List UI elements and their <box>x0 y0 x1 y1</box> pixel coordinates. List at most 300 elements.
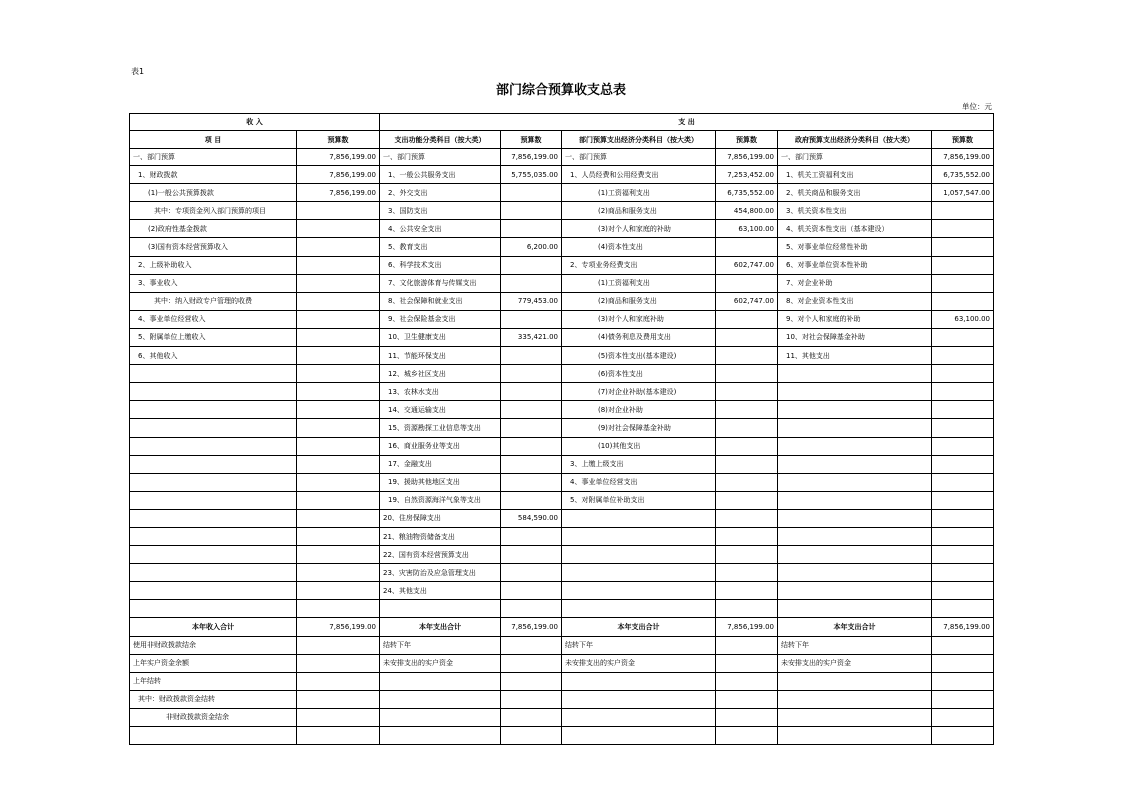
column-header: 预算数 <box>297 131 380 149</box>
amount-cell <box>716 419 778 437</box>
amount-cell <box>501 202 562 220</box>
table-row <box>130 292 994 310</box>
item-cell: 3、事业收入 <box>130 274 297 292</box>
item-cell <box>778 527 932 545</box>
amount-cell <box>297 690 380 708</box>
item-cell <box>778 419 932 437</box>
column-header: 预算数 <box>932 131 994 149</box>
table-row <box>130 310 994 328</box>
amount-cell <box>716 527 778 545</box>
item-cell: 7、对企业补助 <box>778 274 932 292</box>
amount-cell <box>501 401 562 419</box>
amount-cell <box>932 419 994 437</box>
amount-cell <box>932 220 994 238</box>
amount-cell <box>932 509 994 527</box>
amount-cell <box>716 690 778 708</box>
table-body <box>130 149 994 745</box>
item-cell: (8)对企业补助 <box>562 401 716 419</box>
expense-group-header: 支 出 <box>380 114 994 131</box>
table-row <box>130 238 994 256</box>
item-cell <box>778 401 932 419</box>
item-cell: 其中：专项资金列入部门预算的项目 <box>130 202 297 220</box>
item-cell: 21、粮油物资储备支出 <box>380 527 501 545</box>
amount-cell <box>716 727 778 745</box>
amount-cell <box>297 310 380 328</box>
item-cell: 9、对个人和家庭的补助 <box>778 310 932 328</box>
item-cell: 3、上缴上级支出 <box>562 455 716 473</box>
item-cell <box>778 491 932 509</box>
amount-cell: 1,057,547.00 <box>932 184 994 202</box>
amount-cell <box>297 238 380 256</box>
amount-cell <box>932 672 994 690</box>
item-cell <box>130 509 297 527</box>
item-cell <box>778 473 932 491</box>
table-row <box>130 690 994 708</box>
amount-cell: 7,856,199.00 <box>932 618 994 636</box>
amount-cell <box>932 564 994 582</box>
amount-cell <box>297 582 380 600</box>
item-cell: (5)资本性支出(基本建设) <box>562 347 716 365</box>
amount-cell: 63,100.00 <box>932 310 994 328</box>
amount-cell <box>716 654 778 672</box>
item-cell: 11、其他支出 <box>778 347 932 365</box>
item-cell: (2)商品和服务支出 <box>562 202 716 220</box>
item-cell <box>562 564 716 582</box>
document-title: 部门综合预算收支总表 <box>495 83 626 98</box>
amount-cell <box>297 401 380 419</box>
amount-cell: 602,747.00 <box>716 256 778 274</box>
amount-cell <box>501 708 562 726</box>
item-cell: 一、部门预算 <box>778 149 932 166</box>
amount-cell <box>501 365 562 383</box>
amount-cell: 7,856,199.00 <box>297 618 380 636</box>
item-cell <box>778 455 932 473</box>
amount-cell <box>716 347 778 365</box>
amount-cell: 6,735,552.00 <box>932 166 994 184</box>
item-cell: (2)商品和服务支出 <box>562 292 716 310</box>
amount-cell <box>501 672 562 690</box>
income-group-header: 收 入 <box>130 114 380 131</box>
item-cell <box>778 564 932 582</box>
amount-cell: 63,100.00 <box>716 220 778 238</box>
item-cell: 8、社会保障和就业支出 <box>380 292 501 310</box>
item-cell: 4、机关资本性支出（基本建设） <box>778 220 932 238</box>
item-cell <box>778 727 932 745</box>
amount-cell <box>932 708 994 726</box>
item-cell <box>562 727 716 745</box>
amount-cell <box>716 383 778 401</box>
item-cell <box>130 365 297 383</box>
item-cell: 24、其他支出 <box>380 582 501 600</box>
unit-label: 单位：元 <box>962 102 992 111</box>
item-cell: 本年支出合计 <box>778 618 932 636</box>
amount-cell <box>297 672 380 690</box>
amount-cell <box>297 600 380 618</box>
amount-cell <box>932 727 994 745</box>
item-cell <box>130 727 297 745</box>
amount-cell <box>297 491 380 509</box>
table-row <box>130 365 994 383</box>
amount-cell <box>297 509 380 527</box>
amount-cell: 454,800.00 <box>716 202 778 220</box>
amount-cell <box>501 690 562 708</box>
table-row <box>130 708 994 726</box>
amount-cell <box>716 274 778 292</box>
item-cell <box>380 727 501 745</box>
amount-cell <box>716 491 778 509</box>
item-cell: (1)工资福利支出 <box>562 274 716 292</box>
item-cell: 上年结转 <box>130 672 297 690</box>
amount-cell <box>501 184 562 202</box>
amount-cell: 7,253,452.00 <box>716 166 778 184</box>
amount-cell <box>297 473 380 491</box>
amount-cell <box>716 365 778 383</box>
item-cell: 上年实户资金余额 <box>130 654 297 672</box>
table-row <box>130 509 994 527</box>
item-cell: (10)其他支出 <box>562 437 716 455</box>
item-cell: 其中：财政拨款资金结转 <box>130 690 297 708</box>
amount-cell <box>501 582 562 600</box>
amount-cell <box>297 527 380 545</box>
item-cell <box>778 582 932 600</box>
table-row <box>130 672 994 690</box>
table-row <box>130 654 994 672</box>
amount-cell <box>501 727 562 745</box>
amount-cell <box>932 274 994 292</box>
item-cell: 4、事业单位经营收入 <box>130 310 297 328</box>
amount-cell <box>501 564 562 582</box>
item-cell <box>778 509 932 527</box>
amount-cell <box>932 491 994 509</box>
amount-cell <box>297 292 380 310</box>
table-row <box>130 220 994 238</box>
item-cell <box>130 383 297 401</box>
amount-cell <box>716 509 778 527</box>
item-cell: 15、资源勘探工业信息等支出 <box>380 419 501 437</box>
amount-cell: 779,453.00 <box>501 292 562 310</box>
amount-cell <box>716 708 778 726</box>
amount-cell <box>716 672 778 690</box>
item-cell: (2)政府性基金拨款 <box>130 220 297 238</box>
item-cell <box>778 600 932 618</box>
amount-cell <box>297 455 380 473</box>
amount-cell: 7,856,199.00 <box>297 149 380 166</box>
amount-cell <box>716 401 778 419</box>
item-cell: 5、附属单位上缴收入 <box>130 328 297 346</box>
amount-cell <box>501 636 562 654</box>
amount-cell: 6,200.00 <box>501 238 562 256</box>
item-cell: 2、专项业务经费支出 <box>562 256 716 274</box>
item-cell: 5、教育支出 <box>380 238 501 256</box>
amount-cell <box>297 347 380 365</box>
table-row <box>130 491 994 509</box>
table-row <box>130 347 994 365</box>
item-cell: (3)对个人和家庭补助 <box>562 310 716 328</box>
amount-cell <box>716 328 778 346</box>
table-row <box>130 328 994 346</box>
item-cell <box>562 546 716 564</box>
item-cell: 本年收入合计 <box>130 618 297 636</box>
item-cell: 14、交通运输支出 <box>380 401 501 419</box>
table-row <box>130 383 994 401</box>
item-cell: 本年支出合计 <box>562 618 716 636</box>
item-cell: 20、住房保障支出 <box>380 509 501 527</box>
table-row <box>130 473 994 491</box>
amount-cell: 335,421.00 <box>501 328 562 346</box>
item-cell: 6、对事业单位资本性补助 <box>778 256 932 274</box>
item-cell: (1)一般公共预算拨款 <box>130 184 297 202</box>
amount-cell <box>297 564 380 582</box>
amount-cell <box>716 310 778 328</box>
amount-cell <box>932 690 994 708</box>
item-cell: 未安排支出的实户资金 <box>778 654 932 672</box>
amount-cell <box>501 527 562 545</box>
item-cell: 本年支出合计 <box>380 618 501 636</box>
amount-cell <box>932 455 994 473</box>
amount-cell <box>297 365 380 383</box>
item-cell <box>130 401 297 419</box>
item-cell: 10、卫生健康支出 <box>380 328 501 346</box>
table-row <box>130 419 994 437</box>
amount-cell: 7,856,199.00 <box>501 618 562 636</box>
amount-cell <box>297 727 380 745</box>
item-cell: (6)资本性支出 <box>562 365 716 383</box>
amount-cell <box>297 708 380 726</box>
amount-cell <box>932 582 994 600</box>
amount-cell <box>501 274 562 292</box>
item-cell: 结转下年 <box>778 636 932 654</box>
column-header: 项 目 <box>130 131 297 149</box>
amount-cell <box>932 636 994 654</box>
column-header: 预算数 <box>501 131 562 149</box>
item-cell: 未安排支出的实户资金 <box>380 654 501 672</box>
item-cell: 2、上级补助收入 <box>130 256 297 274</box>
item-cell <box>778 383 932 401</box>
amount-cell <box>716 238 778 256</box>
amount-cell <box>716 546 778 564</box>
table-row <box>130 600 994 618</box>
item-cell <box>562 690 716 708</box>
item-cell: 10、对社会保障基金补助 <box>778 328 932 346</box>
table-row <box>130 636 994 654</box>
table-number-label: 表1 <box>131 67 145 76</box>
amount-cell <box>297 383 380 401</box>
item-cell <box>130 473 297 491</box>
amount-cell: 6,735,552.00 <box>716 184 778 202</box>
item-cell: 1、人员经费和公用经费支出 <box>562 166 716 184</box>
item-cell: 22、国有资本经营预算支出 <box>380 546 501 564</box>
item-cell: 11、节能环保支出 <box>380 347 501 365</box>
amount-cell <box>716 437 778 455</box>
amount-cell: 7,856,199.00 <box>297 184 380 202</box>
total-row <box>130 618 994 636</box>
amount-cell <box>716 473 778 491</box>
amount-cell: 7,856,199.00 <box>297 166 380 184</box>
amount-cell <box>297 654 380 672</box>
amount-cell <box>932 365 994 383</box>
table-row <box>130 455 994 473</box>
item-cell: 17、金融支出 <box>380 455 501 473</box>
column-header: 部门预算支出经济分类科目（按大类） <box>562 131 716 149</box>
amount-cell <box>297 274 380 292</box>
item-cell <box>380 690 501 708</box>
item-cell: 1、财政拨款 <box>130 166 297 184</box>
item-cell <box>130 564 297 582</box>
column-header: 预算数 <box>716 131 778 149</box>
item-cell: 23、灾害防治及应急管理支出 <box>380 564 501 582</box>
item-cell: 4、公共安全支出 <box>380 220 501 238</box>
amount-cell <box>501 600 562 618</box>
amount-cell <box>501 347 562 365</box>
amount-cell <box>297 328 380 346</box>
amount-cell <box>501 419 562 437</box>
amount-cell <box>932 401 994 419</box>
item-cell <box>130 582 297 600</box>
amount-cell <box>297 220 380 238</box>
table-row <box>130 727 994 745</box>
item-cell <box>130 455 297 473</box>
table-row <box>130 582 994 600</box>
item-cell <box>130 527 297 545</box>
item-cell <box>562 509 716 527</box>
item-cell <box>130 419 297 437</box>
amount-cell <box>297 202 380 220</box>
amount-cell <box>932 256 994 274</box>
amount-cell <box>932 202 994 220</box>
item-cell: 2、外交支出 <box>380 184 501 202</box>
amount-cell <box>501 256 562 274</box>
amount-cell: 7,856,199.00 <box>501 149 562 166</box>
item-cell: 19、自然资源海洋气象等支出 <box>380 491 501 509</box>
item-cell: 1、一般公共服务支出 <box>380 166 501 184</box>
amount-cell <box>297 546 380 564</box>
item-cell: (9)对社会保障基金补助 <box>562 419 716 437</box>
item-cell <box>562 708 716 726</box>
item-cell: 12、城乡社区支出 <box>380 365 501 383</box>
item-cell: 8、对企业资本性支出 <box>778 292 932 310</box>
item-cell <box>778 690 932 708</box>
amount-cell <box>932 328 994 346</box>
amount-cell <box>501 220 562 238</box>
table-row <box>130 256 994 274</box>
item-cell <box>562 527 716 545</box>
amount-cell <box>297 256 380 274</box>
budget-summary-table <box>129 113 994 745</box>
item-cell: 其中：纳入财政专户管理的收费 <box>130 292 297 310</box>
amount-cell <box>716 582 778 600</box>
amount-cell: 7,856,199.00 <box>716 149 778 166</box>
item-cell: (4)债务利息及费用支出 <box>562 328 716 346</box>
amount-cell <box>716 636 778 654</box>
item-cell: (3)国有资本经营预算收入 <box>130 238 297 256</box>
amount-cell <box>932 527 994 545</box>
amount-cell <box>297 419 380 437</box>
table-row <box>130 149 994 166</box>
amount-cell <box>501 654 562 672</box>
amount-cell <box>501 491 562 509</box>
item-cell: 一、部门预算 <box>380 149 501 166</box>
column-header: 政府预算支出经济分类科目（按大类） <box>778 131 932 149</box>
item-cell: 一、部门预算 <box>562 149 716 166</box>
item-cell: 16、商业服务业等支出 <box>380 437 501 455</box>
amount-cell <box>716 564 778 582</box>
table-row <box>130 166 994 184</box>
table-row <box>130 527 994 545</box>
amount-cell <box>501 473 562 491</box>
amount-cell: 584,590.00 <box>501 509 562 527</box>
item-cell: 3、机关资本性支出 <box>778 202 932 220</box>
table-row <box>130 564 994 582</box>
item-cell: 1、机关工资福利支出 <box>778 166 932 184</box>
item-cell <box>130 491 297 509</box>
item-cell <box>778 437 932 455</box>
item-cell: (4)资本性支出 <box>562 238 716 256</box>
item-cell: 13、农林水支出 <box>380 383 501 401</box>
amount-cell: 602,747.00 <box>716 292 778 310</box>
amount-cell <box>932 473 994 491</box>
item-cell: (7)对企业补助(基本建设) <box>562 383 716 401</box>
item-cell: 一、部门预算 <box>130 149 297 166</box>
table-row <box>130 202 994 220</box>
table-row <box>130 184 994 202</box>
item-cell: 5、对事业单位经常性补助 <box>778 238 932 256</box>
item-cell <box>778 708 932 726</box>
item-cell <box>130 437 297 455</box>
item-cell <box>380 600 501 618</box>
amount-cell <box>932 654 994 672</box>
amount-cell <box>501 383 562 401</box>
amount-cell <box>932 600 994 618</box>
amount-cell: 7,856,199.00 <box>716 618 778 636</box>
item-cell: 7、文化旅游体育与传媒支出 <box>380 274 501 292</box>
amount-cell <box>932 437 994 455</box>
item-cell <box>562 582 716 600</box>
item-cell <box>778 672 932 690</box>
item-cell: 19、援助其他地区支出 <box>380 473 501 491</box>
amount-cell <box>501 310 562 328</box>
item-cell <box>778 365 932 383</box>
column-header-row <box>130 131 994 149</box>
amount-cell <box>716 600 778 618</box>
amount-cell <box>932 238 994 256</box>
item-cell <box>130 546 297 564</box>
table-row <box>130 274 994 292</box>
amount-cell: 7,856,199.00 <box>932 149 994 166</box>
item-cell: 结转下年 <box>562 636 716 654</box>
item-cell <box>380 708 501 726</box>
table-row <box>130 437 994 455</box>
item-cell: (1)工资福利支出 <box>562 184 716 202</box>
item-cell: 4、事业单位经营支出 <box>562 473 716 491</box>
item-cell: 9、社会保险基金支出 <box>380 310 501 328</box>
amount-cell <box>932 347 994 365</box>
amount-cell <box>932 292 994 310</box>
item-cell: 6、其他收入 <box>130 347 297 365</box>
table-row <box>130 401 994 419</box>
item-cell: 结转下年 <box>380 636 501 654</box>
item-cell: 非财政拨款资金结余 <box>130 708 297 726</box>
item-cell <box>380 672 501 690</box>
item-cell: 使用非财政拨款结余 <box>130 636 297 654</box>
item-cell <box>130 600 297 618</box>
table-row <box>130 546 994 564</box>
amount-cell <box>932 546 994 564</box>
item-cell <box>562 672 716 690</box>
amount-cell <box>297 437 380 455</box>
item-cell <box>562 600 716 618</box>
amount-cell <box>501 437 562 455</box>
amount-cell <box>932 383 994 401</box>
